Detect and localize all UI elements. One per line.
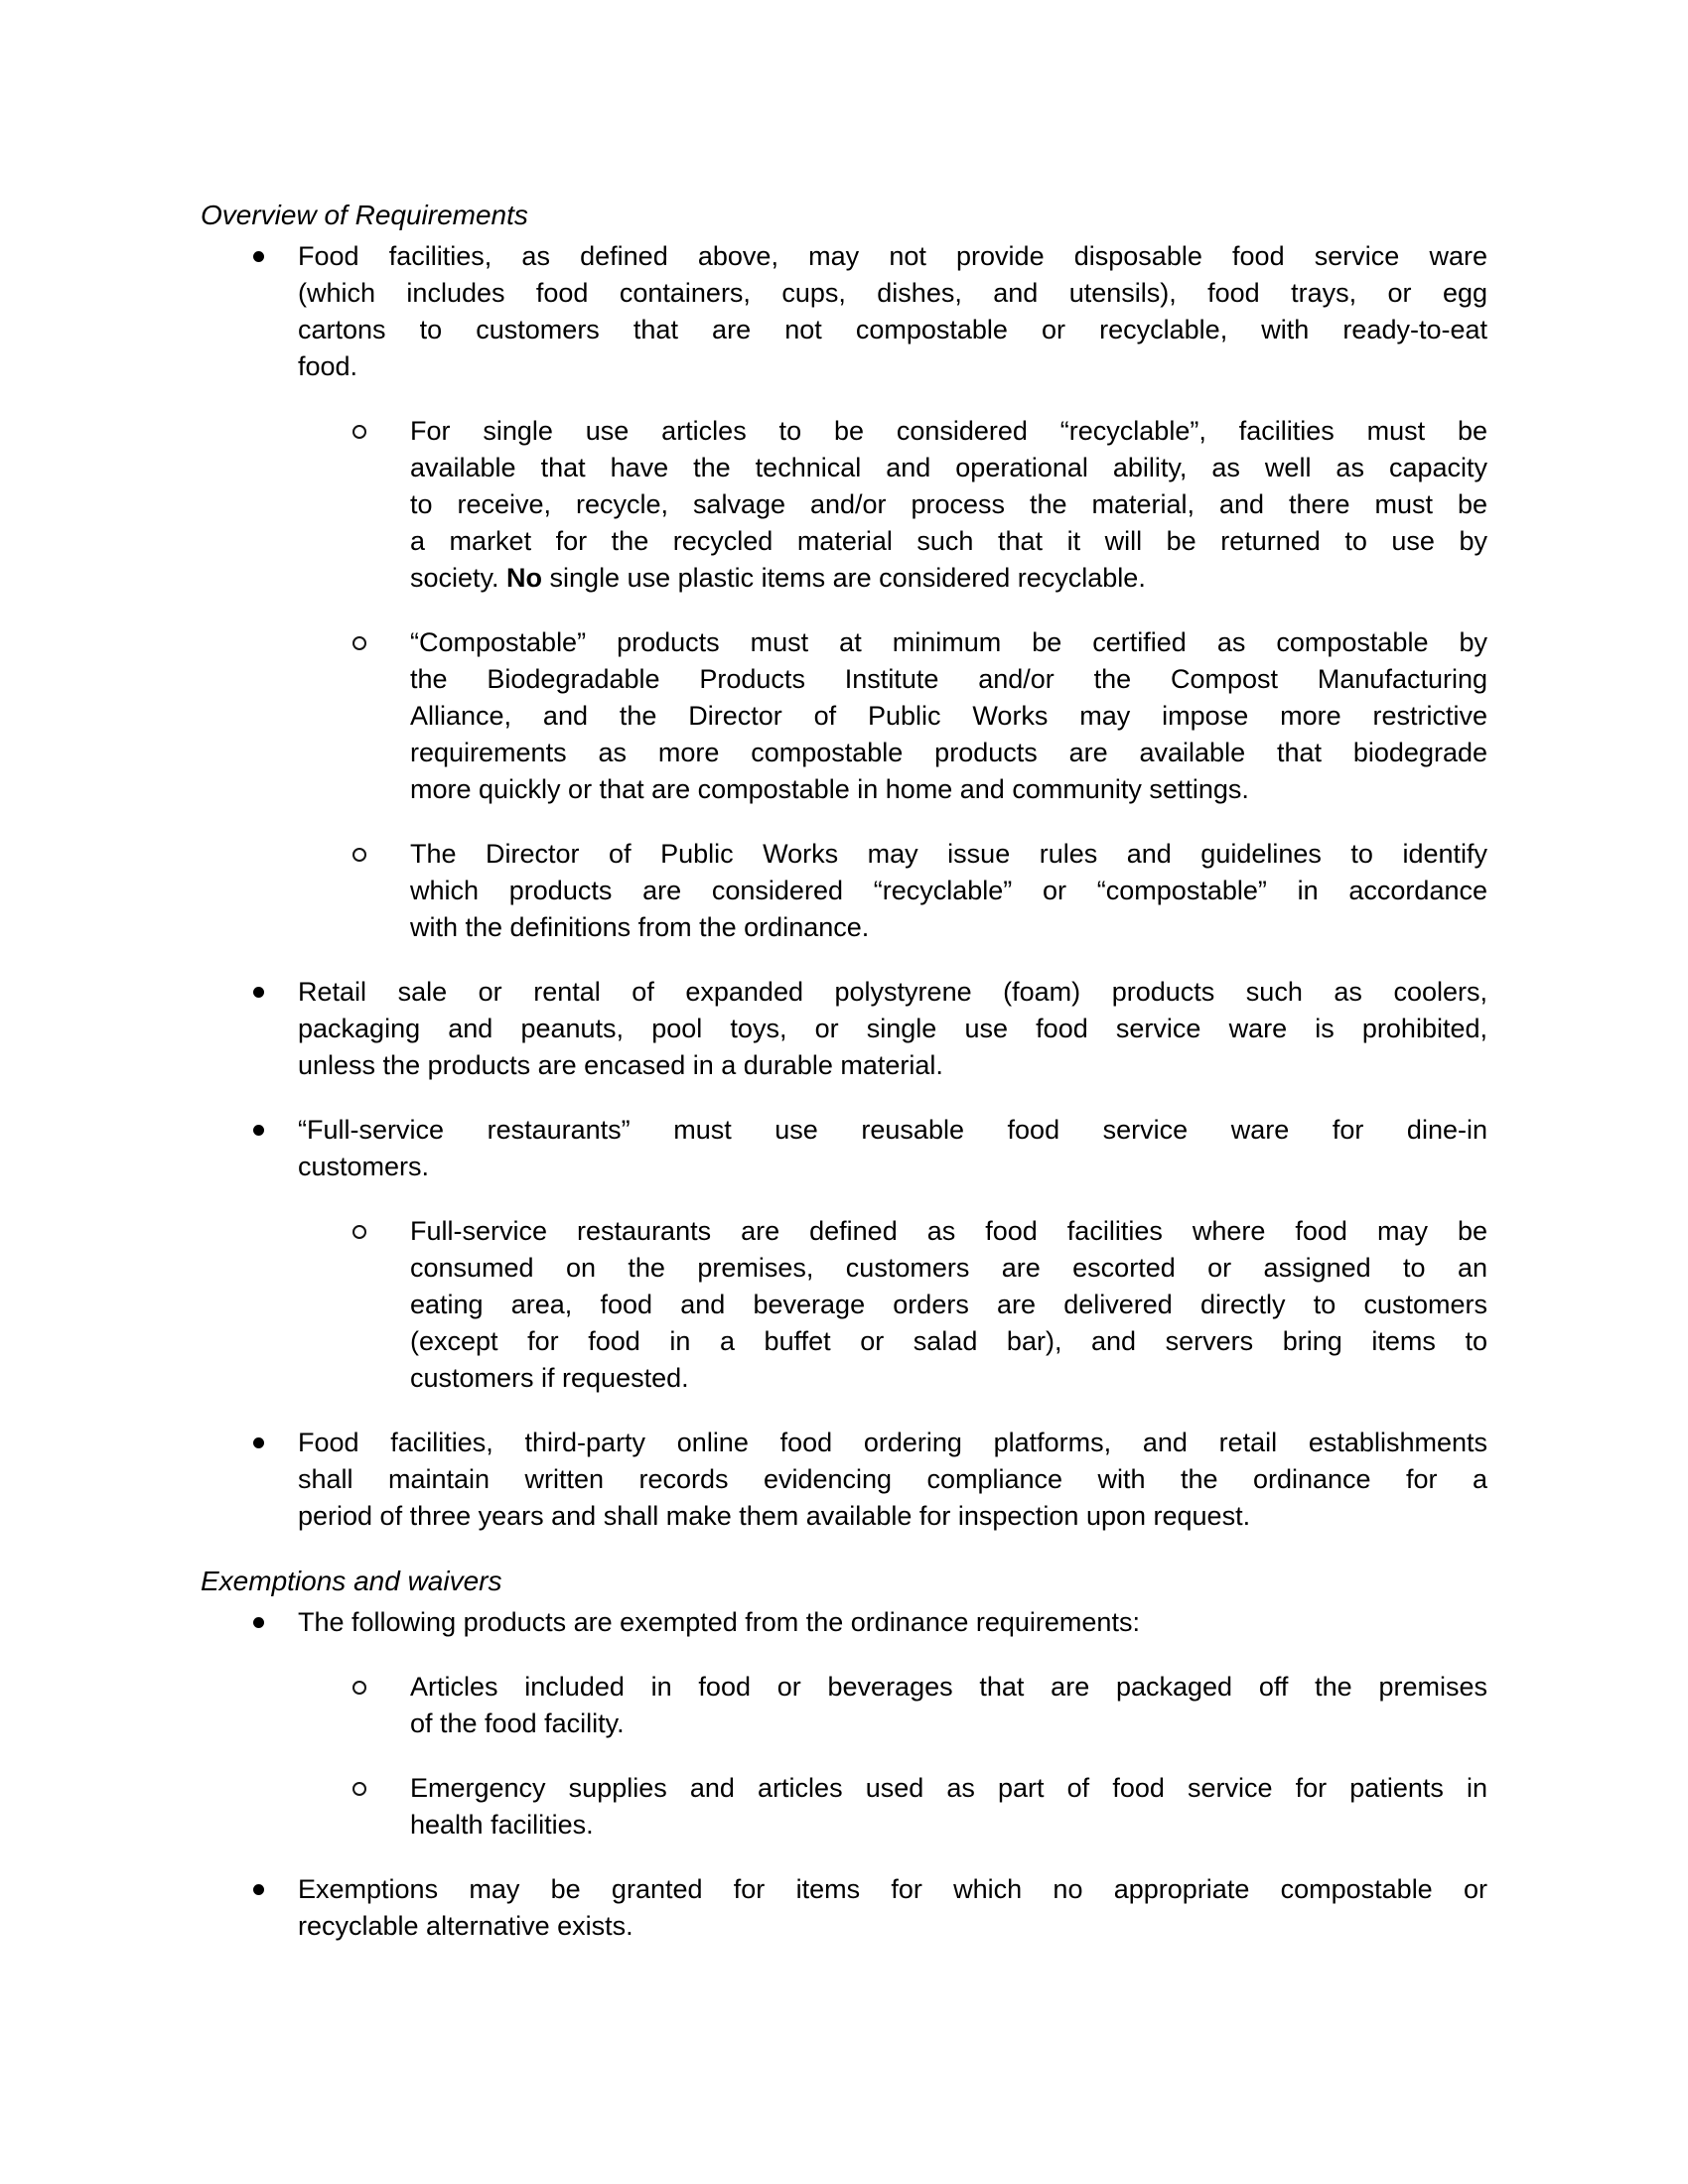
section-heading: Exemptions and waivers (201, 1566, 502, 1596)
text-line: with the definitions from the ordinance. (410, 912, 870, 942)
bullet-item (298, 1604, 1487, 1641)
disc-bullet-icon (253, 1437, 264, 1448)
text-line: The Director of Public Works may issue rules and guidelines to identify (410, 839, 1487, 869)
bullet-item (298, 1112, 1487, 1185)
circle-bullet-icon (352, 848, 366, 862)
bullet-item (410, 1213, 1487, 1397)
circle-bullet-icon (352, 425, 366, 439)
text-line: the Biodegradable Products Institute and/or the Compost Manufacturing (410, 664, 1487, 694)
text-line: Full-service restaurants are defined as food facilities where food may be (410, 1216, 1487, 1246)
circle-bullet-icon (352, 1782, 366, 1796)
bullet-item (410, 413, 1487, 597)
text-line: (which includes food containers, cups, dishes, and utensils), food trays, or egg (298, 278, 1487, 308)
text-line: Articles included in food or beverages that are packaged off the premises (410, 1672, 1487, 1702)
text-line: of the food facility. (410, 1708, 625, 1738)
circle-bullet-icon (352, 1681, 366, 1695)
text-line: eating area, food and beverage orders are delivered directly to customers (410, 1290, 1487, 1319)
text-line: The following products are exempted from the ordinance requirements: (298, 1607, 1140, 1637)
bullet-item (298, 1871, 1487, 1945)
text-line: “Full-service restaurants” must use reusable food service ware for dine-in (298, 1115, 1487, 1145)
text-line: unless the products are encased in a durable material. (298, 1050, 943, 1080)
bullet-item (410, 836, 1487, 946)
bullet-item (298, 974, 1487, 1084)
bullet-item (410, 1770, 1487, 1843)
text-line: packaging and peanuts, pool toys, or single use food service ware is prohibited, (298, 1014, 1487, 1043)
text-line: (except for food in a buffet or salad bar), and servers bring items to (410, 1326, 1487, 1356)
text-line: Food facilities, as defined above, may not provide disposable food service ware (298, 241, 1487, 271)
text-line: which products are considered “recyclable” or “compostable” in accordance (410, 876, 1487, 905)
disc-bullet-icon (253, 251, 264, 262)
text-line: Emergency supplies and articles used as part of food service for patients in (410, 1773, 1487, 1803)
text-line: health facilities. (410, 1810, 594, 1840)
circle-bullet-icon (352, 636, 366, 650)
text-line: a market for the recycled material such that it will be returned to use by (410, 526, 1487, 556)
text-line: requirements as more compostable products are available that biodegrade (410, 738, 1487, 767)
text-line: available that have the technical and operational ability, as well as capacity (410, 453, 1487, 482)
disc-bullet-icon (253, 1884, 264, 1895)
text-line: period of three years and shall make them available for inspection upon request. (298, 1501, 1251, 1531)
section-heading: Overview of Requirements (201, 200, 528, 230)
bullet-item (298, 238, 1487, 385)
text-line: Alliance, and the Director of Public Works may impose more restrictive (410, 701, 1487, 731)
disc-bullet-icon (253, 987, 264, 998)
disc-bullet-icon (253, 1125, 264, 1136)
text-line: recyclable alternative exists. (298, 1911, 633, 1941)
text-line: cartons to customers that are not compostable or recyclable, with ready-to-eat (298, 315, 1487, 344)
text-line: Food facilities, third-party online food ordering platforms, and retail establishments (298, 1428, 1487, 1457)
bullet-item (410, 624, 1487, 808)
text-line: consumed on the premises, customers are escorted or assigned to an (410, 1253, 1487, 1283)
disc-bullet-icon (253, 1617, 264, 1628)
text-line: shall maintain written records evidencing compliance with the ordinance for a (298, 1464, 1487, 1494)
bullet-item (410, 1669, 1487, 1742)
text-line: to receive, recycle, salvage and/or process the material, and there must be (410, 489, 1487, 519)
text-line: For single use articles to be considered “recyclable”, facilities must be (410, 416, 1487, 446)
text-line: customers. (298, 1152, 430, 1181)
text-line: customers if requested. (410, 1363, 689, 1393)
text-line: Exemptions may be granted for items for which no appropriate compostable or (298, 1874, 1487, 1904)
text-line: society. No single use plastic items are considered recyclable. (410, 563, 1146, 593)
text-line: food. (298, 351, 358, 381)
circle-bullet-icon (352, 1225, 366, 1239)
text-line: Retail sale or rental of expanded polystyrene (foam) products such as coolers, (298, 977, 1487, 1007)
text-line: “Compostable” products must at minimum be certified as compostable by (410, 627, 1487, 657)
bullet-item (298, 1425, 1487, 1535)
text-line: more quickly or that are compostable in home and community settings. (410, 774, 1249, 804)
